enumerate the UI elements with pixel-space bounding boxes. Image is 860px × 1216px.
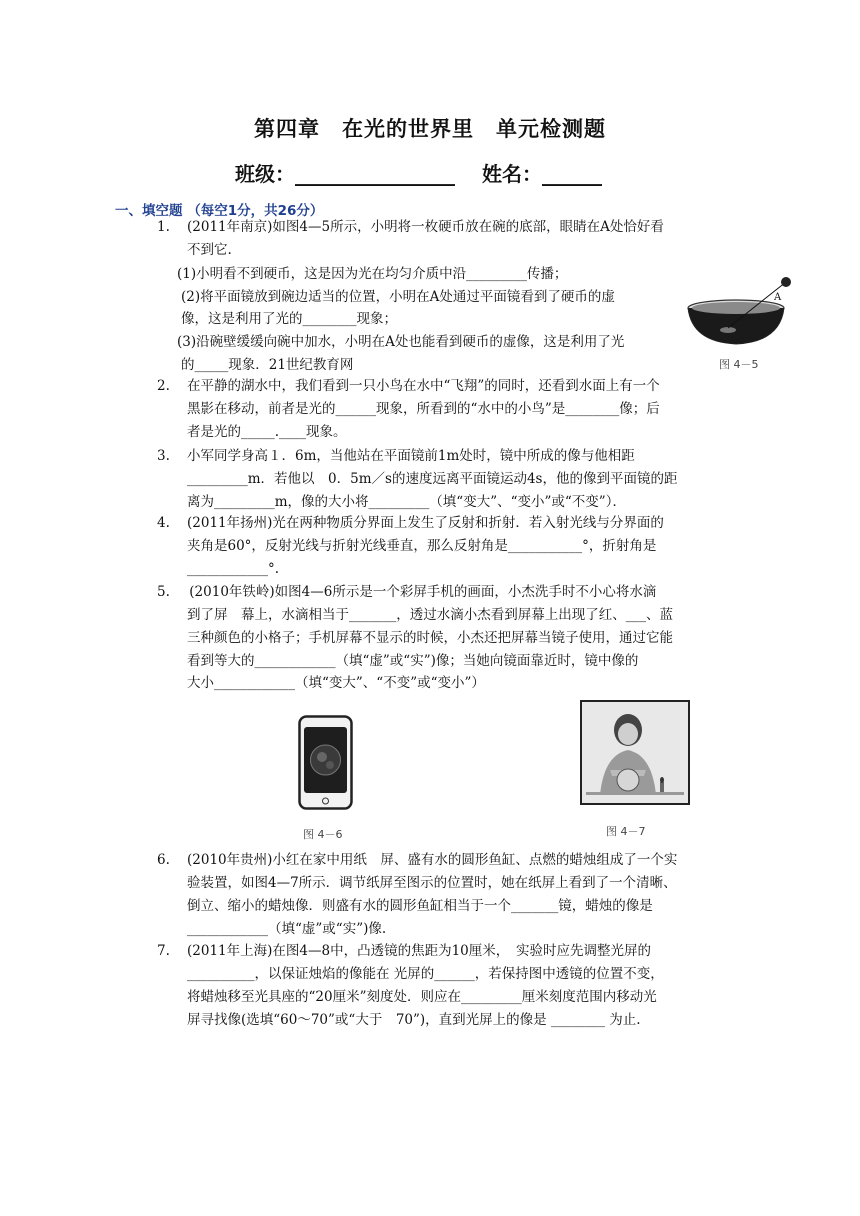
question-number: 2. bbox=[157, 378, 170, 394]
question-line: (2011年上海)在图4—8中，凸透镜的焦距为10厘米， 实验时应先调整光屏的 bbox=[187, 943, 651, 959]
question-line: 验装置，如图4—7所示．调节纸屏至图示的位置时，她在纸屏上看到了一个清晰、 bbox=[187, 875, 677, 891]
question-line: (2011年南京)如图4—5所示，小明将一枚硬币放在碗的底部，眼睛在A处恰好看 bbox=[187, 219, 664, 235]
question-line: __________，以保证烛焰的像能在 光屏的______，若保持图中透镜的位置不变， bbox=[187, 966, 664, 982]
question-line: (2011年扬州)光在两种物质分界面上发生了反射和折射．若入射光线与分界面的 bbox=[187, 515, 664, 531]
question-line: 将蜡烛移至光具座的“20厘米”刻度处．则应在_________厘米刻度范围内移动光 bbox=[187, 989, 657, 1005]
question-line: 离为_________m，像的大小将_________（填“变大”、“变小”或“不变”）． bbox=[187, 494, 626, 510]
question-line: 在平静的湖水中，我们看到一只小鸟在水中“飞翔”的同时，还看到水面上有一个 bbox=[187, 378, 660, 394]
bowl-illustration bbox=[686, 268, 798, 348]
section-heading: 一、填空题 （每空1分，共26分） bbox=[115, 203, 324, 219]
question-line: 黑影在移动，前者是光的______现象，所看到的“水中的小鸟”是________像；后 bbox=[187, 401, 660, 417]
question-line: _________m．若他以 0．5m／s的速度远离平面镜运动4s，他的像到平面镜的距 bbox=[187, 471, 678, 487]
figure-4-6-caption: 图 4－6 bbox=[303, 828, 343, 841]
question-line: 三种颜色的小格子；手机屏幕不显示的时候，小杰还把屏幕当镜子使用，通过它能 bbox=[187, 630, 673, 646]
point-a-label: A bbox=[774, 292, 782, 303]
page-title: 第四章 在光的世界里 单元检测题 bbox=[254, 117, 606, 141]
question-number: 4. bbox=[157, 515, 170, 531]
question-number: 3. bbox=[157, 448, 170, 464]
figure-4-6 bbox=[298, 715, 353, 810]
question-line: 屏寻找像(选填“60～70”或“大于 70”)，直到光屏上的像是 ________ 为止. bbox=[187, 1012, 641, 1028]
question-line: 者是光的_____.____现象。 bbox=[187, 424, 347, 440]
class-name-line: 班级：________________ 姓名：______ bbox=[235, 162, 602, 186]
question-line: 大小____________（填“变大”、“不变”或“变小”） bbox=[187, 675, 485, 691]
phone-illustration bbox=[298, 715, 353, 810]
question-line: 小军同学身高１．6m，当他站在平面镜前1m处时，镜中所成的像与他相距 bbox=[187, 448, 635, 464]
question-line: (1)小明看不到硬币，这是因为光在均匀介质中沿_________传播； bbox=[177, 266, 568, 282]
question-line: ____________（填“虚”或“实”)像. bbox=[187, 921, 387, 937]
question-line: (3)沿碗壁缓缓向碗中加水，小明在A处也能看到硬币的虚像，这是利用了光 bbox=[177, 334, 625, 350]
question-line: (2010年贵州)小红在家中用纸 屏、盛有水的圆形鱼缸、点燃的蜡烛组成了一个实 bbox=[187, 852, 678, 868]
figure-4-5 bbox=[686, 268, 798, 348]
question-line: 到了屏 幕上，水滴相当于_______，透过水滴小杰看到屏幕上出现了红、___、蓝 bbox=[187, 607, 673, 623]
girl-fishbowl-photo bbox=[580, 700, 690, 805]
question-line: 倒立、缩小的蜡烛像．则盛有水的圆形鱼缸相当于一个_______镜，蜡烛的像是 bbox=[187, 898, 653, 914]
figure-4-5-caption: 图 4－5 bbox=[719, 358, 759, 371]
question-number: 7. bbox=[157, 943, 170, 959]
question-number: 6. bbox=[157, 852, 170, 868]
question-line: 夹角是60°，反射光线与折射光线垂直，那么反射角是___________°，折射角是 bbox=[187, 538, 657, 554]
question-line: ____________°. bbox=[187, 561, 280, 577]
figure-4-7 bbox=[580, 700, 690, 805]
question-line: (2010年铁岭)如图4—6所示是一个彩屏手机的画面，小杰洗手时不小心将水滴 bbox=[185, 584, 657, 600]
question-line: 的_____现象．21世纪教育网 bbox=[181, 357, 354, 373]
question-number: 5. bbox=[157, 584, 170, 600]
question-line: (2)将平面镜放到碗边适当的位置，小明在A处通过平面镜看到了硬币的虚 bbox=[181, 289, 615, 305]
question-number: 1. bbox=[157, 219, 170, 235]
figure-4-7-caption: 图 4－7 bbox=[606, 825, 646, 838]
question-line: 不到它. bbox=[187, 242, 232, 258]
question-line: 看到等大的____________（填“虚”或“实”)像；当她向镜面靠近时，镜中像的 bbox=[187, 653, 639, 669]
question-line: 像，这是利用了光的________现象； bbox=[181, 311, 397, 327]
